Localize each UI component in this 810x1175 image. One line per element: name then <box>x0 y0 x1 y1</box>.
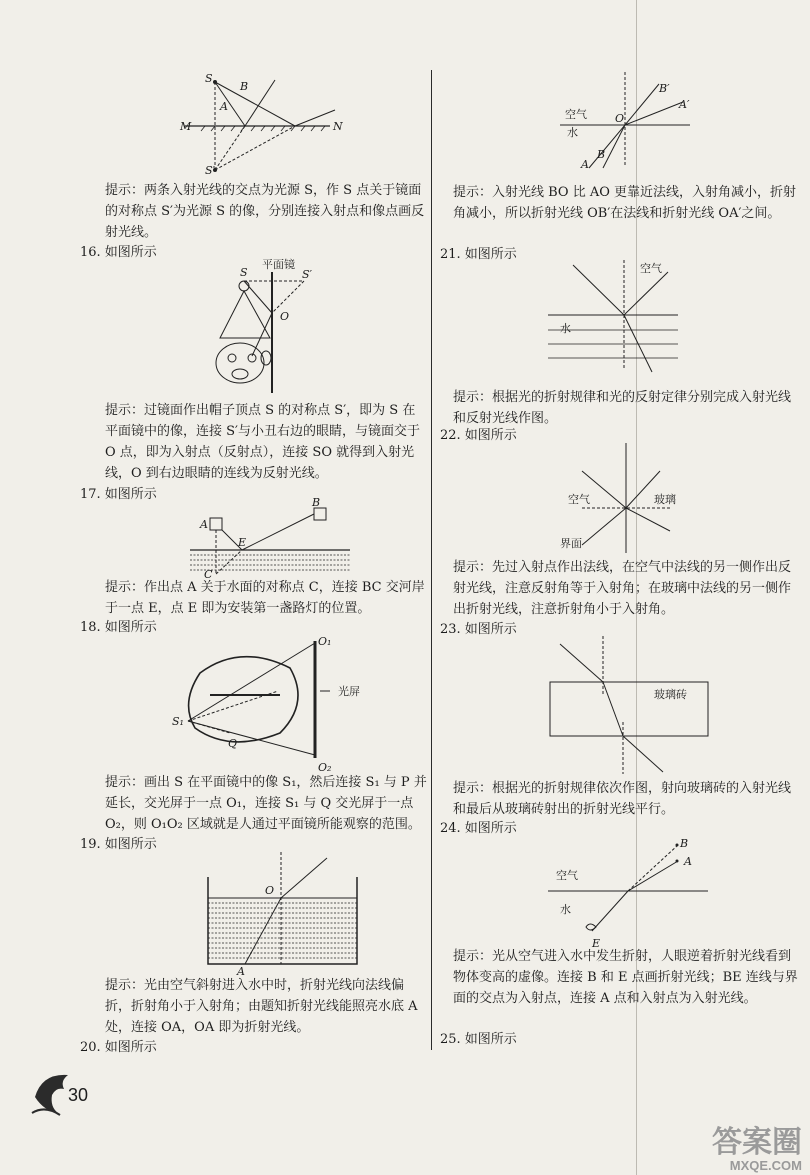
svg-text:O: O <box>615 112 625 125</box>
svg-text:E: E <box>238 536 247 549</box>
mirror-label: 平面镜 <box>262 258 295 271</box>
svg-text:B: B <box>240 80 249 93</box>
svg-text:N: N <box>333 120 343 133</box>
interface-label: 界面 <box>560 537 582 550</box>
hint-text: 提示：光从空气进入水中发生折射，人眼逆着折射光线看到物体变高的虚像。连接 B 和 E 点画折射光线；BE 连线与界面的交点为入射点，连接 A 点和入射点为入射光线。 <box>453 949 798 1006</box>
figure-15 <box>180 70 350 180</box>
q15-block <box>105 180 427 243</box>
water-label: 水 <box>560 903 571 916</box>
svg-text:Q: Q <box>228 737 238 750</box>
figure-21 <box>548 260 678 380</box>
svg-text:A: A <box>237 965 245 978</box>
svg-text:O: O <box>265 884 275 897</box>
hint-text: 提示：入射光线 BO 比 AO 更靠近法线，入射角减小，折射角减小，所以折射光线 OB′在法线和折射光线 OA′之间。 <box>453 185 797 221</box>
hint-text: 提示：作出点 A 关于水面的对称点 C，连接 BC 交河岸于一点 E，点 E 即为安装第一盏路灯的位置。 <box>105 580 425 616</box>
question-23-label: 23. 如图所示 <box>440 622 517 637</box>
svg-text:M: M <box>180 120 192 133</box>
svg-text:S′: S′ <box>205 164 216 177</box>
glass-label: 玻璃 <box>654 493 676 506</box>
question-21-label: 21. 如图所示 <box>440 247 517 262</box>
svg-text:O: O <box>280 310 290 323</box>
air-label: 空气 <box>556 869 578 882</box>
svg-text:O₁: O₁ <box>318 635 332 648</box>
q17-block <box>105 577 427 619</box>
question-20-label: 20. 如图所示 <box>80 1040 157 1055</box>
figure-19 <box>205 852 365 977</box>
q22-block <box>453 557 798 620</box>
column-divider <box>431 70 432 1050</box>
glass-block-label: 玻璃砖 <box>654 688 687 701</box>
figure-16 <box>200 258 330 393</box>
question-22-label: 22. 如图所示 <box>440 428 517 443</box>
hint-text: 提示：过镜面作出帽子顶点 S 的对称点 S′，即为 S 在平面镜中的像，连接 S′与小丑右边的眼睛，与镜面交于 O 点，即为入射点（反射点），连接 SO 就得到入射光线，O 到右边眼睛的连线为反射光线。 <box>105 403 420 481</box>
svg-text:S: S <box>240 266 248 279</box>
hint-text: 提示：两条入射光线的交点为光源 S，作 S 点关于镜面的对称点 S′为光源 S 的像，分别连接入射点和像点画反射光线。 <box>105 183 425 240</box>
q20-block <box>453 182 798 224</box>
q23-block <box>453 778 798 820</box>
hint-text: 提示：根据光的折射规律和光的反射定律分别完成入射光线和反射光线作图。 <box>453 390 792 426</box>
svg-text:E: E <box>592 937 601 950</box>
question-24-label: 24. 如图所示 <box>440 821 517 836</box>
figure-24 <box>548 835 708 950</box>
svg-text:A: A <box>220 100 228 113</box>
screen-label: 光屏 <box>338 685 360 698</box>
air-label: 空气 <box>568 493 590 506</box>
air-label: 空气 <box>640 262 662 275</box>
q16-block <box>105 400 427 484</box>
q21-block <box>453 387 798 429</box>
figure-20 <box>555 72 705 172</box>
water-label: 水 <box>567 126 578 139</box>
svg-text:B: B <box>680 837 689 850</box>
svg-text:B′: B′ <box>659 82 670 95</box>
figure-22 <box>560 443 700 553</box>
svg-text:A: A <box>684 855 692 868</box>
svg-text:S: S <box>205 72 213 85</box>
svg-text:A: A <box>200 518 208 531</box>
question-17-label: 17. 如图所示 <box>80 487 157 502</box>
svg-text:A′: A′ <box>679 98 690 111</box>
svg-text:C: C <box>204 568 213 581</box>
svg-text:S₁: S₁ <box>172 715 184 728</box>
water-label: 水 <box>560 322 571 335</box>
air-label: 空气 <box>565 108 587 121</box>
q18-block <box>105 772 427 835</box>
svg-text:O₂: O₂ <box>318 761 332 774</box>
page-number: 30 <box>68 1085 89 1105</box>
question-18-label: 18. 如图所示 <box>80 620 157 635</box>
hint-text: 提示：光由空气斜射进入水中时，折射光线向法线偏折，折射角小于入射角；由题知折射光线能照亮水底 A 处，连接 OA，OA 即为折射光线。 <box>105 978 418 1035</box>
svg-text:B: B <box>312 496 321 509</box>
q24-block <box>453 946 798 1009</box>
svg-text:S′: S′ <box>302 268 313 281</box>
hint-text: 提示：根据光的折射规律依次作图，射向玻璃砖的入射光线和最后从玻璃砖射出的折射光线平行。 <box>453 781 792 817</box>
question-25-label: 25. 如图所示 <box>440 1032 517 1047</box>
hint-text: 提示：先过入射点作出法线，在空气中法线的另一侧作出反射光线，注意反射角等于入射角；在玻璃中法线的另一侧作出折射光线，注意折射角小于入射角。 <box>453 560 792 617</box>
figure-23 <box>548 636 713 776</box>
watermark: 答案圈 MXQE.COM <box>712 1126 802 1173</box>
question-16-label: 16. 如图所示 <box>80 245 157 260</box>
q19-block <box>105 975 427 1038</box>
figure-17 <box>190 498 350 580</box>
svg-text:A: A <box>581 158 589 171</box>
svg-text:B: B <box>597 148 606 161</box>
hint-text: 提示：画出 S 在平面镜中的像 S₁，然后连接 S₁ 与 P 并延长，交光屏于一点 O₁，连接 S₁ 与 Q 交光屏于一点 O₂，则 O₁O₂ 区域就是人通过平面镜所能观察的范围。 <box>105 775 427 832</box>
question-19-label: 19. 如图所示 <box>80 837 157 852</box>
figure-18 <box>170 633 360 775</box>
